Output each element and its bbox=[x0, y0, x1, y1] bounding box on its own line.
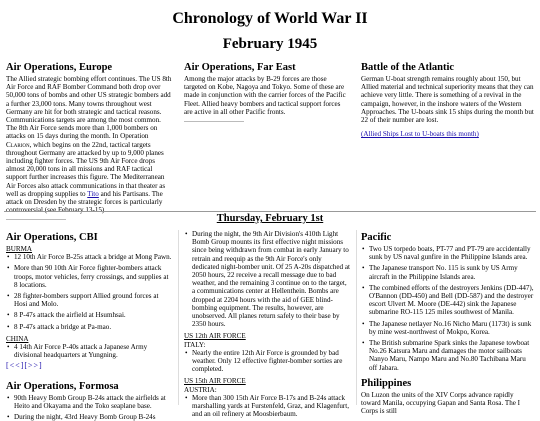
list-item: • 4 14th Air Force P-40s attack a Japanese Army divisional headquarters at Yungning. bbox=[14, 343, 172, 359]
day-divider bbox=[4, 211, 536, 212]
list-item: • The Japanese netlayer No.16 Nicho Maru (1173t) is sunk by mine west-northwest of Mokpo, Korea. bbox=[369, 320, 535, 336]
pacific-section bbox=[361, 232, 535, 416]
fareast-section bbox=[184, 62, 350, 132]
europe-heading: Air Operations, Europe bbox=[6, 62, 113, 73]
page-subtitle: February 1945 bbox=[222, 36, 318, 52]
philippines-heading: Philippines bbox=[361, 377, 412, 389]
list-item: • Two US torpedo boats, PT-77 and PT-79 are accidentally sunk by US naval gunfire in the Philippine Islands area. bbox=[369, 245, 535, 261]
divider bbox=[184, 121, 244, 122]
cbi-heading: Air Operations, CBI bbox=[6, 232, 98, 243]
column-separator bbox=[178, 230, 179, 405]
list-item: • The British submarine Spark sinks the Japanese towboat No.26 Katsura Maru and damages the motor sailboats Nanyo Maru, Nampo Maru and No.80 Tachibana Maru off Jabara. bbox=[369, 339, 535, 372]
list-item: • Nearly the entire 12th Air Force is grounded by bad weather. Only 12 effective fighter-bomber sorties are completed. bbox=[192, 349, 350, 374]
allied-ships-lost-link[interactable]: (Allied Ships Lost to U-boats this month) bbox=[361, 130, 479, 139]
fareast-heading: Air Operations, Far East bbox=[184, 62, 296, 73]
prev-next-nav[interactable]: [<<][>>] bbox=[6, 361, 43, 371]
list-item: • More than 300 15th Air Force B-17s and B-24s attack marshalling yards at Furstenfeld, Graz, and Klagenfurt, and an oil refinery at Moosbierbaum. bbox=[192, 394, 350, 419]
list-item: • The combined efforts of the destroyers Jenkins (DD-447), O'Bannon (DD-450) and Bell (DD-587) and the destroyer escort Ulvert M. Moore (DE-442) sink the Japanese submarine RO-115 125 miles southwest of Manila. bbox=[369, 284, 535, 317]
philippines-text: On Luzon the units of the XIV Corps advance rapidly toward Manila, occupying Gapan and Santa Rosa. The I Corps is still bbox=[361, 390, 521, 416]
burma-label: BURMA bbox=[6, 245, 33, 253]
china-label: CHINA bbox=[6, 334, 29, 343]
europe-text: The Allied strategic bombing effort continues. The US 8th Air Force and RAF Bomber Command both drop over 50,000 tons of bombs and other US strategic bombers add a further 23,000 tons. Many towns throughout west Germany are hit for both strategic and tactical reasons. Communications targets are among the most common. The 8th Air Force sends more than 1,000 bombers on attacks on 15 days during the month. In Operation Clarion, which begins on the 22nd, tactical targets throughout Germany are attacked by up to 9,000 planes including fighter forces. The US 9th Air Force drops almost 20,000 tons in all missions and RAF tactical support further increases this figure. The Mediterranean Air Forces also attack communications in that theater as well as dropping supplies to Tito and his Partisans. The attack on Dresden by the strategic forces is particularly controversial (see February 13-15). bbox=[6, 75, 172, 215]
list-item: • 28 fighter-bombers support Allied ground forces at Hosi and Molo. bbox=[14, 292, 172, 308]
europe-section bbox=[6, 62, 172, 215]
list-item: • 12 10th Air Force B-25s attack a bridge at Mong Pawn. bbox=[14, 253, 172, 261]
tito-link[interactable]: Tito bbox=[87, 189, 99, 198]
cbi-section bbox=[6, 232, 172, 421]
list-item: • The Japanese transport No. 115 is sunk by US Army aircraft in the Philippine Islands area. bbox=[369, 264, 535, 280]
china-list bbox=[6, 343, 172, 359]
middle-section bbox=[184, 230, 350, 419]
list-item: • 8 P-47s attack the airfield at Hsumhsai. bbox=[14, 311, 172, 319]
formosa-list bbox=[6, 394, 172, 421]
atlantic-section bbox=[361, 62, 535, 152]
page-title: Chronology of World War II bbox=[172, 10, 368, 27]
column-separator bbox=[356, 230, 357, 405]
list-item: • During the night, 43rd Heavy Bomb Group B-24s bbox=[14, 413, 172, 421]
austria-label: AUSTRIA: bbox=[184, 385, 217, 394]
pacific-heading: Pacific bbox=[361, 232, 392, 243]
day-heading: Thursday, February 1st bbox=[216, 213, 324, 224]
italy-list bbox=[184, 349, 350, 374]
list-item: • During the night, the 9th Air Division's 410th Light Bomb Group mounts its first effective night missions since being withdrawn from combat in early January to retrain and reequip as the 9th Air Force's only dedicated night-bomber unit. Of 25 A-20s dispatched at 2050 hours, 22 receive a recall message due to bad weather, and the remaining 3 continue on to the target, a communications center at Hellenthein. Bombs are dropped at 2204 hours with the aid of GEE blind-bombing equipment. The results, however, are unobserved. All planes return safely to their base by 2350 hours. bbox=[192, 230, 350, 328]
12th-af-label: US 12th AIR FORCE bbox=[184, 332, 246, 341]
list-item: • More than 90 10th Air Force fighter-bombers attack troops, motor vehicles, ferry crossings, and supplies at 8 locations. bbox=[14, 264, 172, 289]
list-item: • 90th Heavy Bomb Group B-24s attack the airfields at Heito and Okayama and the Toko seaplane base. bbox=[14, 394, 172, 410]
atlantic-text: German U-boat strength remains roughly about 150, but Allied material and technical superiority means that they can achieve very little. There is something of a revival in the campaign, however, in the inshore waters of the Western Approaches. The U-boats sink 15 ships during the month but 22 of their number are lost. bbox=[361, 75, 534, 125]
middle-list bbox=[184, 230, 350, 328]
15th-af-label: US 15th AIR FORCE bbox=[184, 377, 246, 386]
austria-list bbox=[184, 394, 350, 419]
italy-label: ITALY: bbox=[184, 340, 206, 349]
fareast-text: Among the major attacks by B-29 forces are those targeted on Kobe, Nagoya and Tokyo. Some of these are made in conjunction with the carrier forces of the Pacific Fleet. Allied heavy bombers and tactical support forces are active in all other Pacific fronts. bbox=[184, 75, 346, 116]
list-item: • 8 P-47s attack a bridge at Pa-mao. bbox=[14, 323, 172, 331]
burma-list bbox=[6, 253, 172, 331]
formosa-heading: Air Operations, Formosa bbox=[6, 380, 119, 392]
pacific-list bbox=[361, 245, 535, 372]
atlantic-heading: Battle of the Atlantic bbox=[361, 62, 455, 73]
